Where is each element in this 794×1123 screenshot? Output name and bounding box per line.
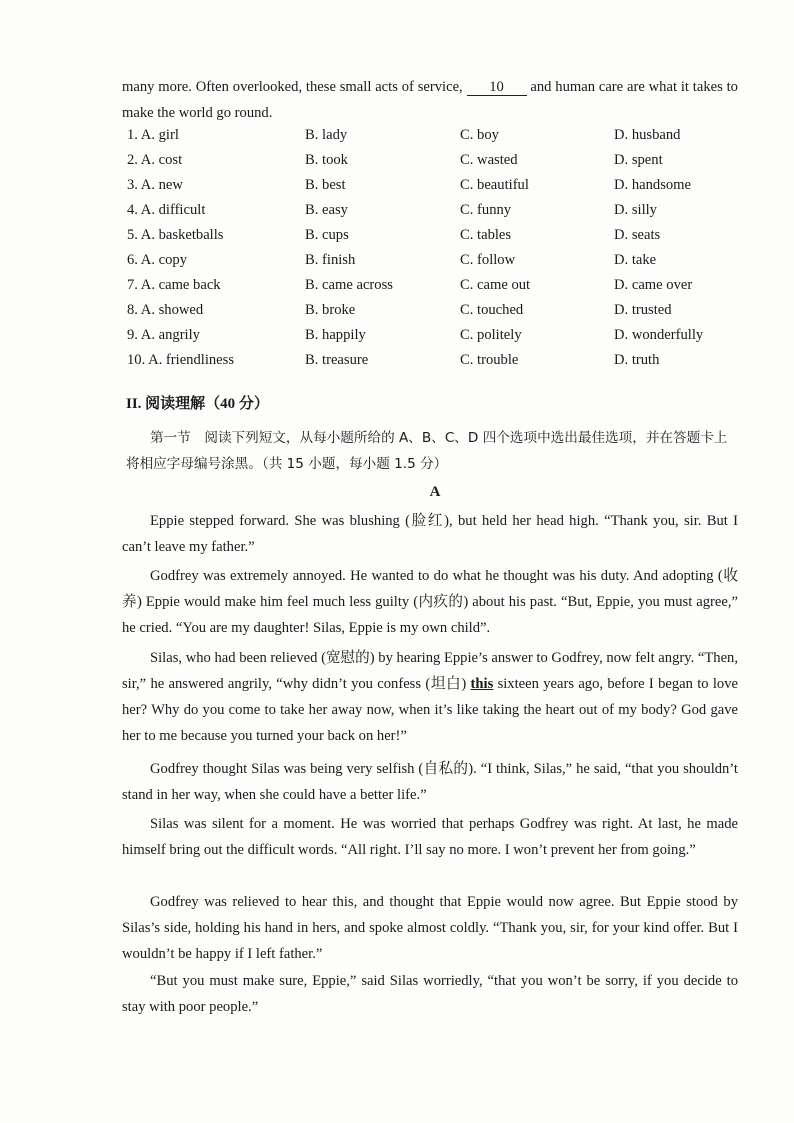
option-a: 10. A. friendliness: [127, 352, 235, 368]
option-b: B. broke: [305, 302, 356, 318]
option-d: D. came over: [614, 277, 693, 293]
option-a: 5. A. basketballs: [127, 227, 224, 243]
option-a: 1. A. girl: [127, 127, 179, 143]
option-c: C. funny: [460, 202, 512, 218]
option-row-5: [127, 227, 747, 252]
option-b: B. came across: [305, 277, 393, 293]
option-a: 4. A. difficult: [127, 202, 206, 218]
option-row-6: [127, 252, 747, 277]
option-a: 6. A. copy: [127, 252, 187, 268]
option-row-3: [127, 177, 747, 202]
option-a: 9. A. angrily: [127, 327, 200, 343]
option-b: B. best: [305, 177, 346, 193]
option-c: C. came out: [460, 277, 531, 293]
option-a: 2. A. cost: [127, 152, 183, 168]
option-b: B. easy: [305, 202, 348, 218]
option-c: C. beautiful: [460, 177, 529, 193]
option-a: 8. A. showed: [127, 302, 204, 318]
blank-10: 10: [467, 79, 527, 96]
option-b: B. lady: [305, 127, 348, 143]
option-d: D. husband: [614, 127, 681, 143]
option-b: B. treasure: [305, 352, 369, 368]
option-c: C. wasted: [460, 152, 518, 168]
passage-paragraph-6: Godfrey was relieved to hear this, and thought that Eppie would now agree. But Eppie stood by Silas’s side, holding his hand in hers, and spoke almost coldly. “Thank you, sir, for your kind offer. But I wouldn’t be happy if I left father.”: [122, 894, 738, 962]
intro-text-line2: takes to make the world go round.: [122, 79, 738, 121]
option-d: D. silly: [614, 202, 657, 218]
passage-paragraph-5: Silas was silent for a moment. He was worried that perhaps Godfrey was right. At last, he made himself bring out the difficult words. “All right. I’ll say no more. I won’t prevent her from going.”: [122, 816, 738, 858]
option-a: 7. A. came back: [127, 277, 221, 293]
option-row-1: [127, 127, 747, 152]
option-row-7: [127, 277, 747, 302]
paragraph-3-text-before: Silas, who had been relieved (宽慰的) by hearing Eppie’s answer to Godfrey, now felt angry. “Then, sir,” he answered angrily, “why didn’t you confess (坦白): [122, 650, 738, 692]
option-c: C. politely: [460, 327, 522, 343]
option-b: B. finish: [305, 252, 356, 268]
option-c: C. touched: [460, 302, 524, 318]
passage-paragraph-3: [122, 645, 738, 749]
passage-paragraph-1: Eppie stepped forward. She was blushing (脸红), but held her head high. “Thank you, sir. But I can’t leave my father.”: [122, 513, 738, 555]
option-row-4: [127, 202, 747, 227]
option-b: B. cups: [305, 227, 349, 243]
option-c: C. tables: [460, 227, 512, 243]
section-heading: II. 阅读理解（40 分）: [126, 396, 269, 412]
passage-paragraph-7: “But you must make sure, Eppie,” said Silas worriedly, “that you won’t be sorry, if you decide to stay with poor people.”: [122, 973, 738, 1015]
option-d: D. seats: [614, 227, 661, 243]
option-c: C. trouble: [460, 352, 519, 368]
option-row-10: [127, 352, 747, 377]
option-d: D. truth: [614, 352, 660, 368]
option-row-9: [127, 327, 747, 352]
option-c: C. boy: [460, 127, 499, 143]
option-d: D. take: [614, 252, 657, 268]
option-b: B. happily: [305, 327, 366, 343]
option-d: D. handsome: [614, 177, 692, 193]
underlined-word-this: this: [470, 676, 494, 692]
section-instruction: 第一节 阅读下列短文，从每小题所给的 A、B、C、D 四个选项中选出最佳选项，并在答题卡上将相应字母编号涂黑。（共 15 小题，每小题 1.5 分）: [126, 430, 728, 472]
option-d: D. trusted: [614, 302, 672, 318]
option-c: C. follow: [460, 252, 516, 268]
passage-title: A: [429, 484, 441, 500]
intro-text-after-blank: and human care are what it: [530, 79, 689, 95]
cloze-ending-paragraph: [122, 74, 738, 126]
option-a: 3. A. new: [127, 177, 183, 193]
intro-text-before-blank: many more. Often overlooked, these small acts of service,: [122, 79, 463, 95]
option-row-8: [127, 302, 747, 327]
option-d: D. wonderfully: [614, 327, 704, 343]
passage-paragraph-4: Godfrey thought Silas was being very selfish (自私的). “I think, Silas,” he said, “that you shouldn’t stand in her way, when she could have a better life.”: [122, 761, 738, 803]
option-row-2: [127, 152, 747, 177]
option-d: D. spent: [614, 152, 663, 168]
paragraph-3-text-after: sixteen years ago, before I began to love her? Why do you come to take her away now, when it’s like taking the heart out of my body? God gave her to me because you turned your back on her!”: [122, 676, 739, 744]
passage-paragraph-2: Godfrey was extremely annoyed. He wanted to do what he thought was his duty. And adopting (收养) Eppie would make him feel much less guilty (内疚的) about his past. “But, Eppie, you must agree,” he cried. “You are my daughter! Silas, Eppie is my own child”.: [122, 568, 738, 636]
option-b: B. took: [305, 152, 348, 168]
